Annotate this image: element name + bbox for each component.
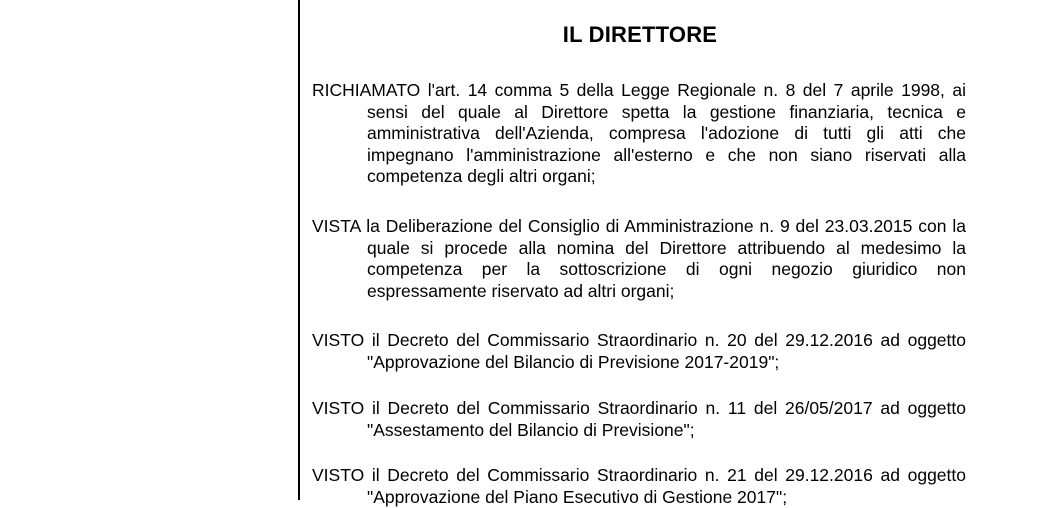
paragraph-lead: RICHIAMATO bbox=[312, 80, 421, 100]
paragraph-lead: VISTO bbox=[312, 398, 365, 418]
paragraph-visto-piano bbox=[312, 465, 966, 508]
paragraph-lead: VISTO bbox=[312, 465, 365, 485]
paragraph-lead: VISTA bbox=[312, 216, 361, 236]
page-margin-line bbox=[298, 0, 300, 500]
paragraph-lead: VISTO bbox=[312, 330, 365, 350]
document-heading: IL DIRETTORE bbox=[562, 22, 718, 47]
paragraph-visto-bilancio bbox=[312, 330, 966, 373]
paragraph-richiamato bbox=[312, 80, 966, 188]
paragraph-vista bbox=[312, 216, 966, 302]
paragraph-text: l'art. 14 comma 5 della Legge Regionale n. 8 del 7 aprile 1998, ai sensi del quale al Direttore spetta la gestione finanziaria, tecnica e amministrativa dell'Azienda, compresa l'adozione di tutti gli atti che impegnano l'amministrazione all'esterno e che non siano riservati alla competenza degli altri organi; bbox=[367, 80, 966, 186]
paragraph-text: la Deliberazione del Consiglio di Amministrazione n. 9 del 23.03.2015 con la quale si procede alla nomina del Direttore attribuendo al medesimo la competenza per la sottoscrizione di ogni negozio giuridico non espressamente riservato ad altri organi; bbox=[360, 216, 966, 301]
paragraph-text: il Decreto del Commissario Straordinario n. 20 del 29.12.2016 ad oggetto "Approvazione del Bilancio di Previsione 2017-2019"; bbox=[364, 330, 966, 372]
paragraph-text: il Decreto del Commissario Straordinario n. 11 del 26/05/2017 ad oggetto "Assestamento del Bilancio di Previsione"; bbox=[364, 398, 966, 440]
paragraph-text: il Decreto del Commissario Straordinario n. 21 del 29.12.2016 ad oggetto "Approvazione del Piano Esecutivo di Gestione 2017"; bbox=[364, 465, 966, 507]
paragraph-visto-assestamento bbox=[312, 398, 966, 441]
